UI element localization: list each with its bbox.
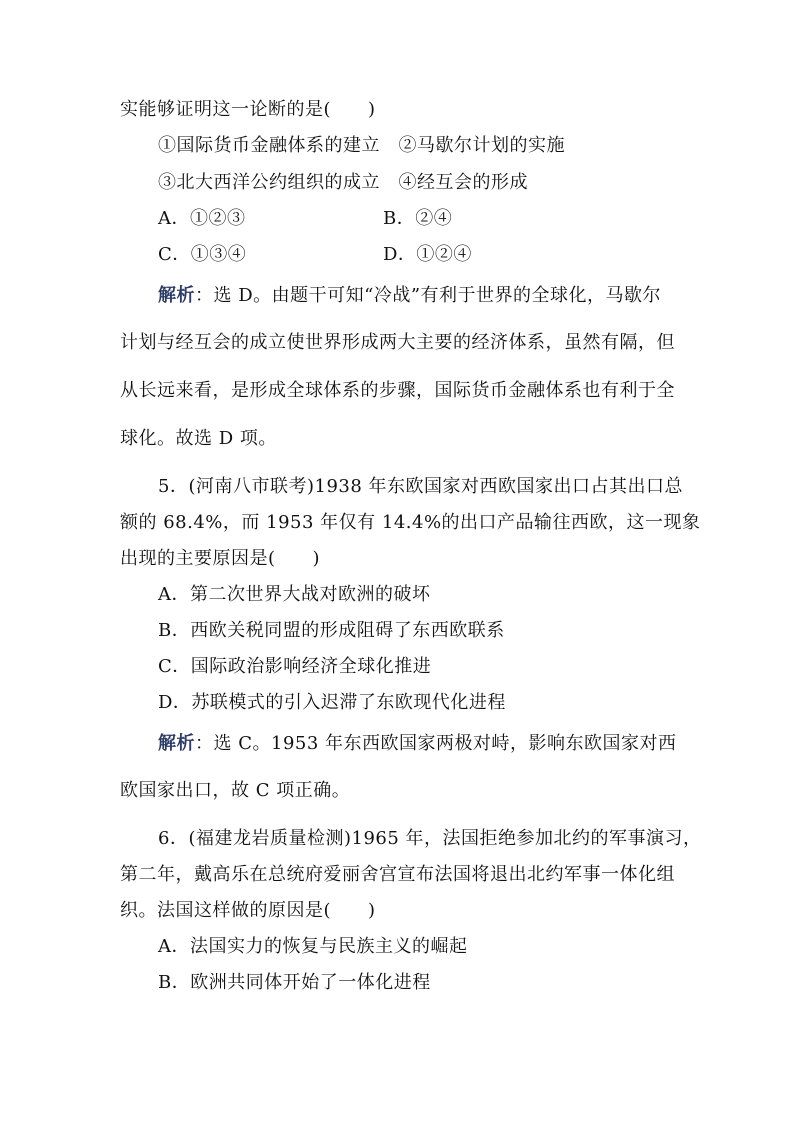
option-a: A．①②③ xyxy=(158,208,246,229)
question-6-stem: 6．(福建龙岩质量检测)1965 年，法国拒绝参加北约的军事演习， xyxy=(158,828,702,849)
statement-items-1-2: ①国际货币金融体系的建立 ②马歇尔计划的实施 xyxy=(158,135,565,156)
statement-items-3-4: ③北大西洋公约组织的成立 ④经互会的形成 xyxy=(158,172,528,193)
question-stem-tail: 实能够证明这一论断的是( ) xyxy=(120,99,376,120)
question-5-analysis: 欧国家出口，故 C 项正确。 xyxy=(120,780,351,801)
question-6-stem: 第二年，戴高乐在总统府爱丽舍宫宣布法国将退出北约军事一体化组 xyxy=(120,864,675,885)
analysis-line xyxy=(158,284,661,308)
question-5-stem: 5．(河南八市联考)1938 年东欧国家对西欧国家出口占其出口总 xyxy=(158,476,684,497)
analysis-line: 球化。故选 D 项。 xyxy=(120,428,277,449)
question-5-option-c: C．国际政治影响经济全球化推进 xyxy=(158,656,432,677)
analysis-text: ：选 D。由题干可知“冷战”有利于世界的全球化，马歇尔 xyxy=(195,285,662,306)
question-5-option-b: B．西欧关税同盟的形成阻碍了东西欧联系 xyxy=(158,620,505,641)
question-5-option-a: A．第二次世界大战对欧洲的破坏 xyxy=(158,584,431,605)
question-6-option-b: B．欧洲共同体开始了一体化进程 xyxy=(158,972,431,993)
option-d: D．①②④ xyxy=(383,244,472,265)
question-6-option-a: A．法国实力的恢复与民族主义的崛起 xyxy=(158,936,468,957)
question-6-stem: 织。法国这样做的原因是( ) xyxy=(120,900,376,921)
analysis-label: 解析 xyxy=(158,733,195,754)
analysis-text: ：选 C。1953 年东西欧国家两极对峙，影响东欧国家对西 xyxy=(195,733,677,754)
option-c: C．①③④ xyxy=(158,244,247,265)
question-5-stem: 额的 68.4%，而 1953 年仅有 14.4%的出口产品输往西欧，这一现象 xyxy=(120,512,701,533)
question-5-option-d: D．苏联模式的引入迟滞了东欧现代化进程 xyxy=(158,692,506,713)
analysis-line: 从长远来看，是形成全球体系的步骤，国际货币金融体系也有利于全 xyxy=(120,380,675,401)
analysis-label: 解析 xyxy=(158,285,195,306)
option-b: B．②④ xyxy=(383,208,453,229)
question-5-analysis xyxy=(158,732,677,756)
question-5-stem: 出现的主要原因是( ) xyxy=(120,548,321,569)
analysis-line: 计划与经互会的成立使世界形成两大主要的经济体系，虽然有隔，但 xyxy=(120,332,675,353)
